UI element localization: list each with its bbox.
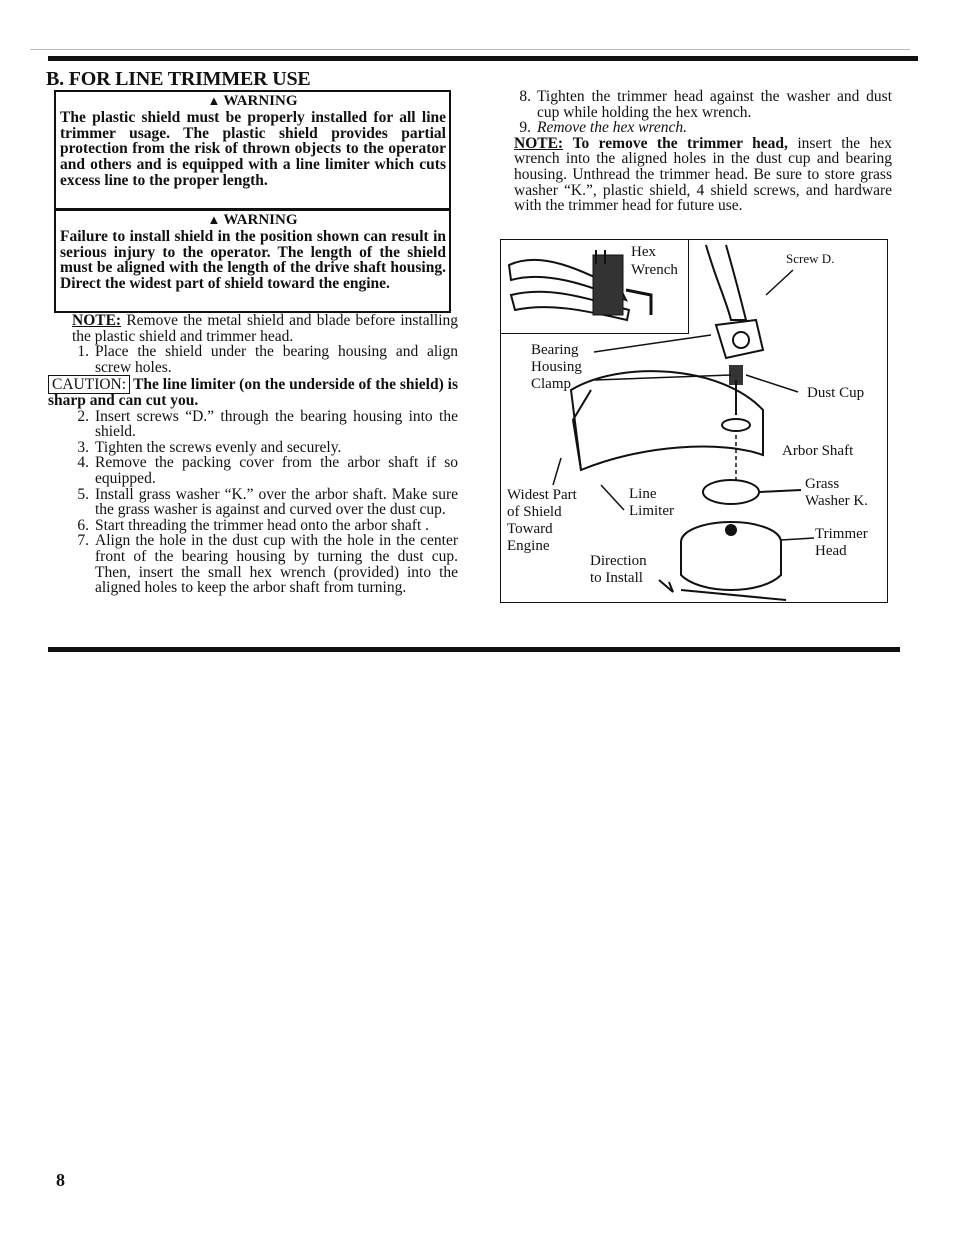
step-text: Align the hole in the dust cup with the hole in the center front of the bearing housing by turning the dust cup. Then, insert the small hex wrench (provided) into the aligned holes to keep the arbor shaft from turning. [95,532,458,597]
label-line: Line [629,486,657,502]
step-text: Tighten the screws evenly and securely. [95,438,342,456]
step-number: 3. [77,438,89,456]
warning-triangle-icon: ▲ [207,212,221,227]
step-number: 7. [77,532,89,550]
label-direction: Direction [590,553,647,569]
remove-head-note: NOTE: To remove the trimmer head, insert the hex wrench into the aligned holes in the dust cup and bearing housing. Unthread the trimmer head. Be sure to store grass washer “K.”, plastic shield, 4 shield screws, and hardware with the trimmer head for future use. [514,134,893,215]
step-text: Install grass washer “K.” over the arbor shaft. Make sure the grass washer is against and curved over the dust cup. [95,485,458,519]
top-hairline [30,49,910,50]
label-of-shield: of Shield [507,504,562,520]
bottom-rule [48,647,900,652]
caution-note: CAUTION: The line limiter (on the underside of the shield) is sharp and can cut you. [48,376,458,409]
label-head: Head [815,543,847,559]
step-number: 5. [77,485,89,503]
step-text: Insert screws “D.” through the bearing housing into the shield. [95,407,458,441]
label-washer-k: Washer K. [805,493,868,509]
assembly-diagram [500,239,888,603]
label-grass: Grass [805,476,840,492]
warning-text-1: The plastic shield must be properly installed for all line trimmer usage. The plastic shield provides partial protection from the risk of thrown objects to the operator and others and is equipped with a line limiter which cuts excess line to the proper length. [60,108,446,189]
label-wrench: Wrench [631,262,678,278]
label-arbor-shaft: Arbor Shaft [782,443,854,459]
label-housing: Housing [531,359,582,375]
label-hex: Hex [631,244,656,260]
warning-box-1 [54,90,451,210]
label-trimmer: Trimmer [815,526,868,542]
left-instructions [48,312,459,597]
step-number: 4. [77,454,89,472]
step-8: 8. Tighten the trimmer head against the washer and dust cup while holding the hex wrench. [519,88,892,121]
warning-box-2 [54,209,451,313]
top-rule [48,56,918,61]
step-text: Remove the packing cover from the arbor shaft if so equipped. [95,454,458,487]
label-toward: Toward [507,521,553,537]
install-note: NOTE: Remove the metal shield and blade before installing the plastic shield and trimmer head. [72,312,459,345]
label-dust-cup: Dust Cup [807,385,865,401]
steps-list [60,409,458,596]
warning-text-2: Failure to install shield in the position shown can result in serious injury to the operator. The length of the shield must be aligned with the length of the drive shaft housing. Direct the widest part of shield toward the engine. [60,227,446,293]
step-text: Start threading the trimmer head onto the arbor shaft . [95,516,430,534]
step-9: 9. Remove the hex wrench. [519,119,688,137]
label-screw-d: Screw D. [786,251,835,266]
step-item [60,533,458,595]
page-number: 8 [56,1170,65,1190]
label-engine: Engine [507,538,550,554]
caution-label: CAUTION: [48,375,130,394]
label-limiter: Limiter [629,503,674,519]
label-to-install: to Install [590,570,643,586]
step-item [60,455,458,486]
note-label: NOTE: [72,312,122,329]
warning-heading-2: ▲ WARNING [207,212,298,228]
step-item [60,409,458,440]
step-item [60,440,458,456]
right-instructions [514,89,892,214]
step-item [60,518,458,534]
section-title: B. FOR LINE TRIMMER USE [46,68,311,90]
label-clamp: Clamp [531,376,571,392]
warning-triangle-icon: ▲ [207,93,221,108]
step-number: 2. [77,407,89,425]
step-number: 6. [77,516,89,534]
label-bearing: Bearing [531,342,579,358]
step-item [60,487,458,518]
step-1: 1. Place the shield under the bearing housing and align screw holes. [77,343,458,376]
label-widest-part: Widest Part [507,487,577,503]
warning-heading-1: ▲ WARNING [207,93,298,109]
